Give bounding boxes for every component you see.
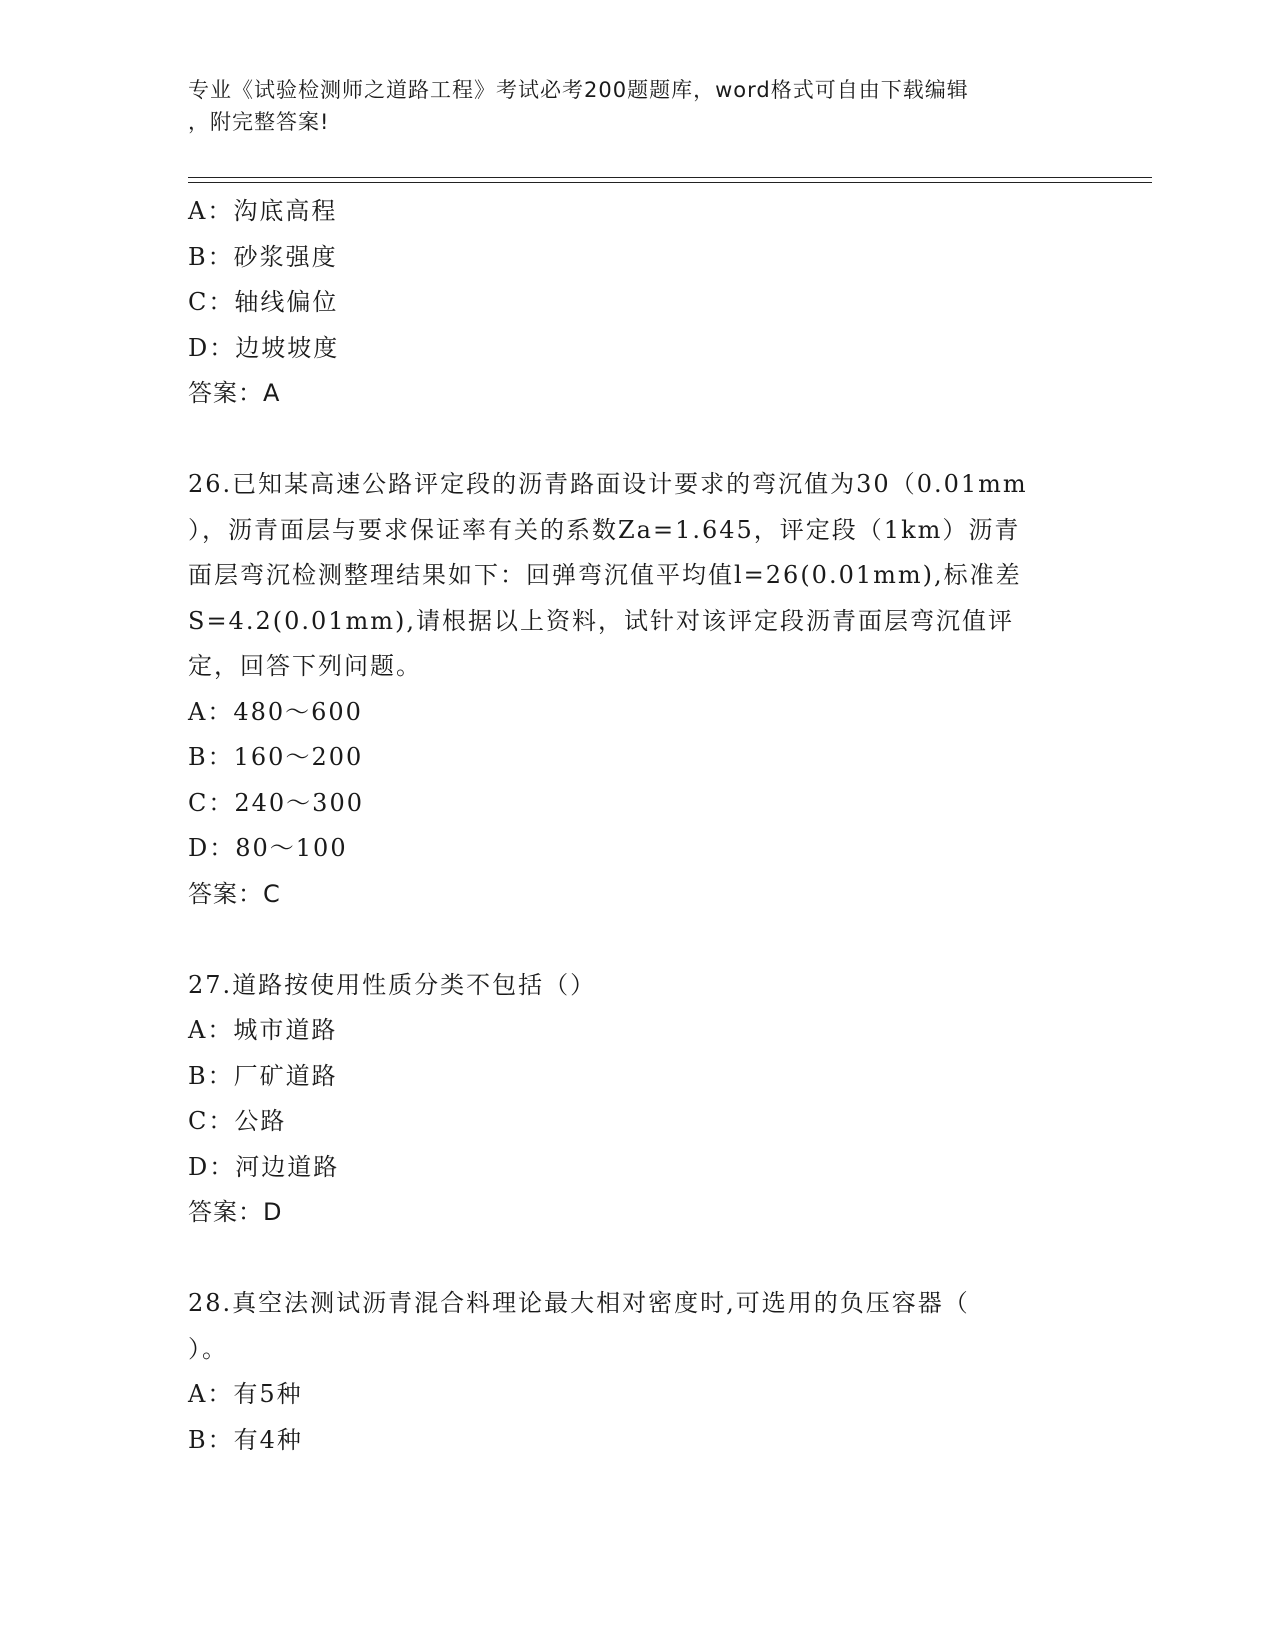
spacer xyxy=(188,917,1088,963)
option-d: D：80～100 xyxy=(188,834,348,862)
option-d: D：河边道路 xyxy=(188,1152,340,1181)
question-stem-line: 定，回答下列问题。 xyxy=(188,652,422,680)
option-c: C：轴线偏位 xyxy=(188,288,339,316)
option-b: B：有4种 xyxy=(188,1425,303,1454)
option-a: A：城市道路 xyxy=(188,1016,338,1044)
answer: 答案：A xyxy=(188,379,281,407)
question-stem-line: 面层弯沉检测整理结果如下：回弹弯沉值平均值l=26(0.01mm),标准差 xyxy=(188,561,1022,589)
header-divider-bottom xyxy=(188,182,1152,183)
question-25 xyxy=(188,189,1088,417)
question-stem-line: ）。 xyxy=(188,1334,228,1363)
spacer xyxy=(188,417,1088,463)
question-stem-line: ），沥青面层与要求保证率有关的系数Za=1.645，评定段（1km）沥青 xyxy=(188,515,1021,544)
option-c: C：240～300 xyxy=(188,788,364,817)
option-b: B：厂矿道路 xyxy=(188,1061,338,1090)
header-title-line-continued: ，附完整答案! xyxy=(188,110,330,134)
option-b: B：160～200 xyxy=(188,743,364,771)
question-stem-line: S=4.2(0.01mm),请根据以上资料，试针对该评定段沥青面层弯沉值评 xyxy=(188,606,1015,635)
question-28 xyxy=(188,1281,1088,1463)
document-header xyxy=(188,74,1068,138)
question-27 xyxy=(188,963,1088,1236)
spacer xyxy=(188,1236,1088,1282)
answer: 答案：D xyxy=(188,1198,283,1226)
option-d: D：边坡坡度 xyxy=(188,333,340,362)
option-a: A：480～600 xyxy=(188,697,363,726)
header-title-line: 专业《试验检测师之道路工程》考试必考200题题库，word格式可自由下载编辑 xyxy=(188,78,969,102)
answer: 答案：C xyxy=(188,879,281,908)
option-a: A：有5种 xyxy=(188,1380,303,1408)
header-divider-top xyxy=(188,177,1152,178)
question-stem-line: 26.已知某高速公路评定段的沥青路面设计要求的弯沉值为30（0.01mm xyxy=(188,470,1028,498)
question-stem-line: 28.真空法测试沥青混合料理论最大相对密度时,可选用的负压容器（ xyxy=(188,1289,970,1317)
question-26 xyxy=(188,462,1088,917)
option-c: C：公路 xyxy=(188,1107,287,1135)
option-b: B：砂浆强度 xyxy=(188,242,338,271)
question-list xyxy=(188,189,1088,1463)
question-stem-line: 27.道路按使用性质分类不包括（） xyxy=(188,970,597,999)
option-a: A：沟底高程 xyxy=(188,197,338,225)
